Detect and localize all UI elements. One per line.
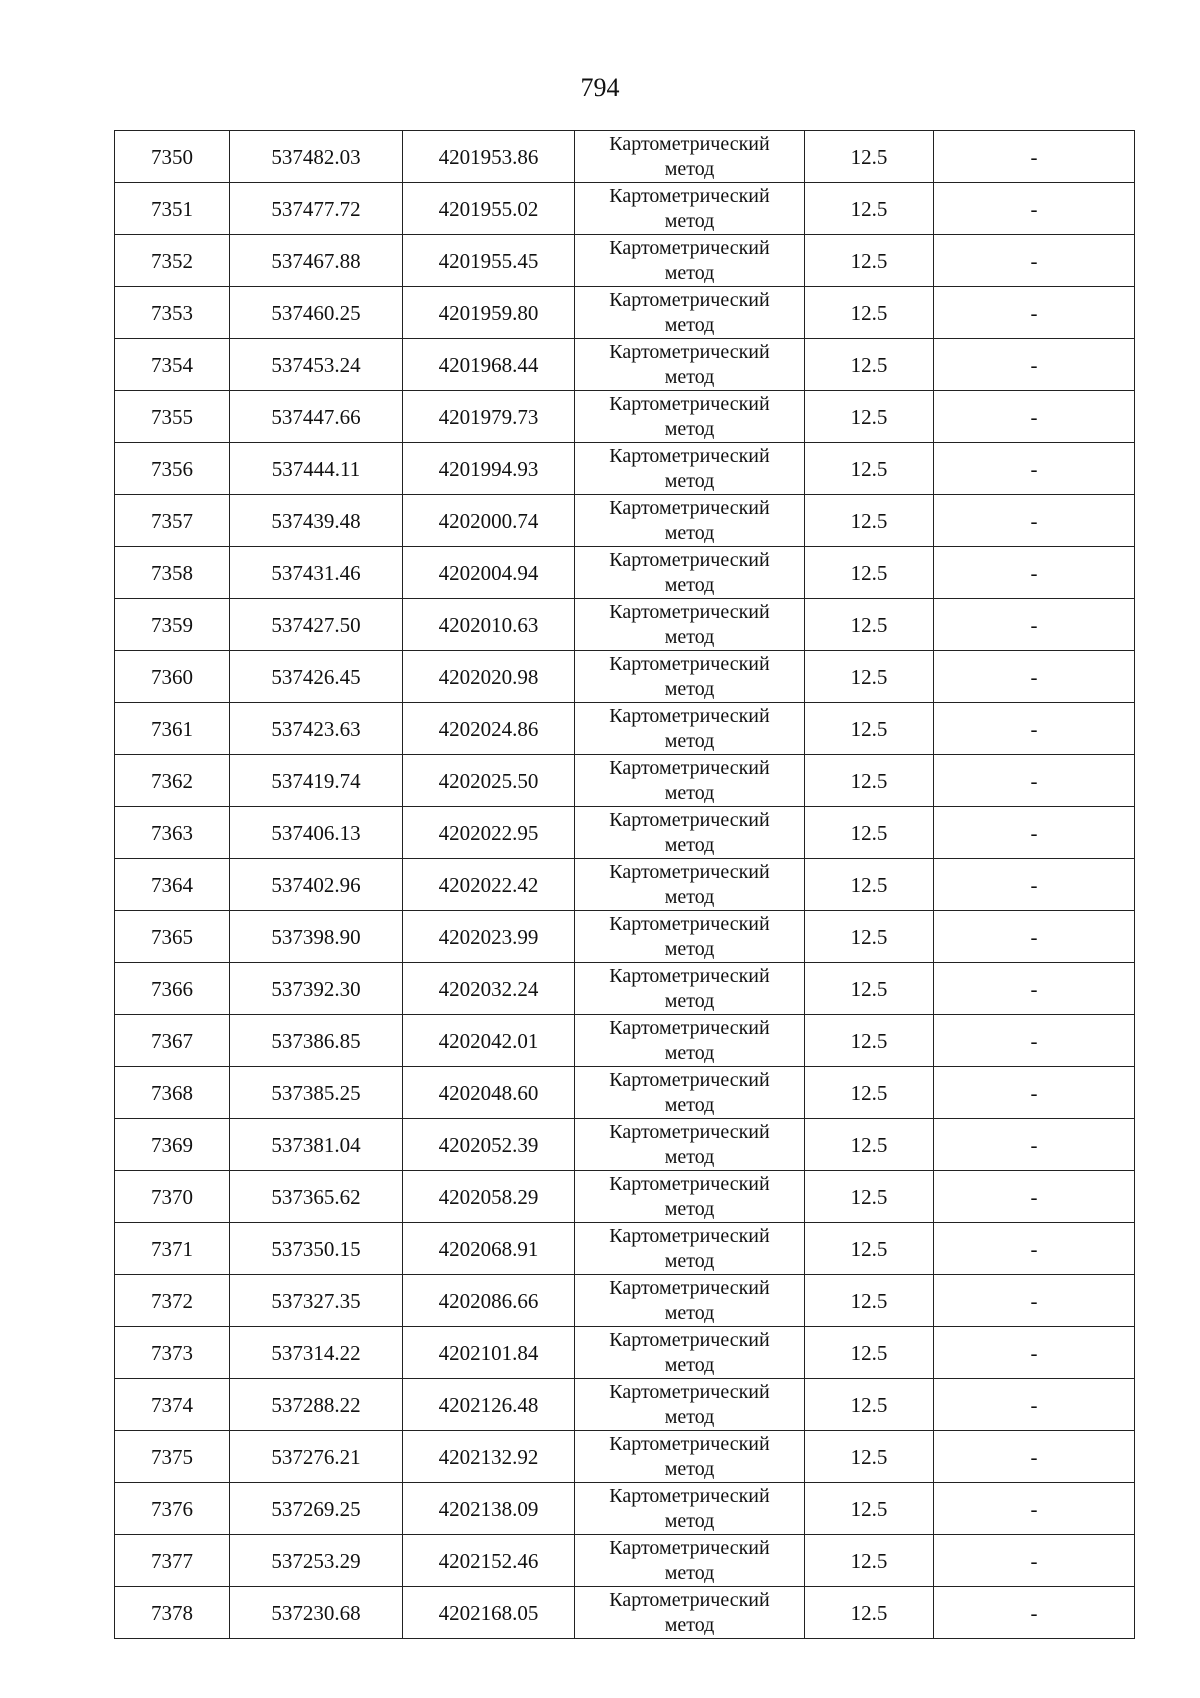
point-number-cell: 7372 <box>115 1275 230 1327</box>
note-cell: - <box>934 183 1135 235</box>
y-coordinate-cell: 4202025.50 <box>403 755 575 807</box>
table-row <box>115 1431 1135 1483</box>
y-coordinate-cell: 4202010.63 <box>403 599 575 651</box>
method-line-2: метод <box>664 626 715 648</box>
x-coordinate-cell: 537482.03 <box>230 131 403 183</box>
method-line-2: метод <box>664 1250 715 1272</box>
accuracy-cell: 12.5 <box>805 1275 934 1327</box>
point-number-cell: 7360 <box>115 651 230 703</box>
note-cell: - <box>934 495 1135 547</box>
method-cell <box>575 651 805 703</box>
point-number-cell: 7374 <box>115 1379 230 1431</box>
y-coordinate-cell: 4202022.42 <box>403 859 575 911</box>
y-coordinate-cell: 4202152.46 <box>403 1535 575 1587</box>
note-cell: - <box>934 1171 1135 1223</box>
method-line-1: Картометрический <box>609 705 770 727</box>
y-coordinate-cell: 4201968.44 <box>403 339 575 391</box>
method-line-2: метод <box>664 418 715 440</box>
y-coordinate-cell: 4202004.94 <box>403 547 575 599</box>
note-cell: - <box>934 1275 1135 1327</box>
x-coordinate-cell: 537269.25 <box>230 1483 403 1535</box>
x-coordinate-cell: 537427.50 <box>230 599 403 651</box>
table-row <box>115 131 1135 183</box>
method-line-2: метод <box>664 990 715 1012</box>
table-row <box>115 443 1135 495</box>
accuracy-cell: 12.5 <box>805 807 934 859</box>
point-number-cell: 7355 <box>115 391 230 443</box>
y-coordinate-cell: 4202024.86 <box>403 703 575 755</box>
method-line-1: Картометрический <box>609 341 770 363</box>
accuracy-cell: 12.5 <box>805 1223 934 1275</box>
x-coordinate-cell: 537386.85 <box>230 1015 403 1067</box>
method-line-1: Картометрический <box>609 289 770 311</box>
x-coordinate-cell: 537365.62 <box>230 1171 403 1223</box>
x-coordinate-cell: 537288.22 <box>230 1379 403 1431</box>
method-line-2: метод <box>664 470 715 492</box>
x-coordinate-cell: 537423.63 <box>230 703 403 755</box>
accuracy-cell: 12.5 <box>805 1171 934 1223</box>
table-row <box>115 1483 1135 1535</box>
y-coordinate-cell: 4202058.29 <box>403 1171 575 1223</box>
table-row <box>115 339 1135 391</box>
method-line-2: метод <box>664 1094 715 1116</box>
x-coordinate-cell: 537276.21 <box>230 1431 403 1483</box>
method-line-2: метод <box>664 834 715 856</box>
x-coordinate-cell: 537392.30 <box>230 963 403 1015</box>
y-coordinate-cell: 4201953.86 <box>403 131 575 183</box>
method-cell <box>575 235 805 287</box>
x-coordinate-cell: 537385.25 <box>230 1067 403 1119</box>
method-line-2: метод <box>664 262 715 284</box>
y-coordinate-cell: 4202126.48 <box>403 1379 575 1431</box>
x-coordinate-cell: 537439.48 <box>230 495 403 547</box>
method-line-1: Картометрический <box>609 185 770 207</box>
method-cell <box>575 287 805 339</box>
note-cell: - <box>934 807 1135 859</box>
method-line-2: метод <box>664 730 715 752</box>
y-coordinate-cell: 4202132.92 <box>403 1431 575 1483</box>
method-line-2: метод <box>664 1562 715 1584</box>
x-coordinate-cell: 537314.22 <box>230 1327 403 1379</box>
y-coordinate-cell: 4202138.09 <box>403 1483 575 1535</box>
accuracy-cell: 12.5 <box>805 755 934 807</box>
note-cell: - <box>934 911 1135 963</box>
y-coordinate-cell: 4201955.45 <box>403 235 575 287</box>
x-coordinate-cell: 537253.29 <box>230 1535 403 1587</box>
note-cell: - <box>934 1483 1135 1535</box>
accuracy-cell: 12.5 <box>805 1483 934 1535</box>
y-coordinate-cell: 4201959.80 <box>403 287 575 339</box>
method-line-1: Картометрический <box>609 1381 770 1403</box>
method-cell <box>575 1483 805 1535</box>
point-number-cell: 7367 <box>115 1015 230 1067</box>
note-cell: - <box>934 1015 1135 1067</box>
accuracy-cell: 12.5 <box>805 1379 934 1431</box>
method-line-1: Картометрический <box>609 237 770 259</box>
x-coordinate-cell: 537467.88 <box>230 235 403 287</box>
method-line-1: Картометрический <box>609 1225 770 1247</box>
accuracy-cell: 12.5 <box>805 1431 934 1483</box>
method-line-1: Картометрический <box>609 1069 770 1091</box>
method-line-1: Картометрический <box>609 913 770 935</box>
accuracy-cell: 12.5 <box>805 963 934 1015</box>
x-coordinate-cell: 537453.24 <box>230 339 403 391</box>
y-coordinate-cell: 4202020.98 <box>403 651 575 703</box>
table-row <box>115 859 1135 911</box>
accuracy-cell: 12.5 <box>805 1119 934 1171</box>
accuracy-cell: 12.5 <box>805 703 934 755</box>
table-row <box>115 1119 1135 1171</box>
method-line-1: Картометрический <box>609 601 770 623</box>
method-cell <box>575 1067 805 1119</box>
coordinates-table <box>114 130 1135 1639</box>
table-row <box>115 1275 1135 1327</box>
method-line-2: метод <box>664 1458 715 1480</box>
method-line-2: метод <box>664 782 715 804</box>
table-row <box>115 391 1135 443</box>
table-row <box>115 1067 1135 1119</box>
accuracy-cell: 12.5 <box>805 235 934 287</box>
point-number-cell: 7378 <box>115 1587 230 1639</box>
y-coordinate-cell: 4202048.60 <box>403 1067 575 1119</box>
method-cell <box>575 599 805 651</box>
method-cell <box>575 1223 805 1275</box>
point-number-cell: 7364 <box>115 859 230 911</box>
table-row <box>115 495 1135 547</box>
method-line-1: Картометрический <box>609 1485 770 1507</box>
method-cell <box>575 443 805 495</box>
table-body <box>115 131 1135 1639</box>
method-cell <box>575 1587 805 1639</box>
table-row <box>115 1171 1135 1223</box>
x-coordinate-cell: 537431.46 <box>230 547 403 599</box>
point-number-cell: 7375 <box>115 1431 230 1483</box>
y-coordinate-cell: 4201979.73 <box>403 391 575 443</box>
x-coordinate-cell: 537398.90 <box>230 911 403 963</box>
x-coordinate-cell: 537419.74 <box>230 755 403 807</box>
point-number-cell: 7365 <box>115 911 230 963</box>
note-cell: - <box>934 651 1135 703</box>
table-row <box>115 651 1135 703</box>
note-cell: - <box>934 287 1135 339</box>
x-coordinate-cell: 537447.66 <box>230 391 403 443</box>
note-cell: - <box>934 963 1135 1015</box>
method-line-2: метод <box>664 1198 715 1220</box>
point-number-cell: 7366 <box>115 963 230 1015</box>
method-cell <box>575 183 805 235</box>
note-cell: - <box>934 547 1135 599</box>
table-row <box>115 755 1135 807</box>
accuracy-cell: 12.5 <box>805 547 934 599</box>
y-coordinate-cell: 4202168.05 <box>403 1587 575 1639</box>
method-line-1: Картометрический <box>609 861 770 883</box>
method-cell <box>575 495 805 547</box>
note-cell: - <box>934 235 1135 287</box>
method-line-1: Картометрический <box>609 1017 770 1039</box>
accuracy-cell: 12.5 <box>805 183 934 235</box>
point-number-cell: 7373 <box>115 1327 230 1379</box>
method-cell <box>575 807 805 859</box>
method-line-2: метод <box>664 678 715 700</box>
point-number-cell: 7351 <box>115 183 230 235</box>
note-cell: - <box>934 391 1135 443</box>
y-coordinate-cell: 4201994.93 <box>403 443 575 495</box>
method-cell <box>575 1379 805 1431</box>
x-coordinate-cell: 537426.45 <box>230 651 403 703</box>
x-coordinate-cell: 537477.72 <box>230 183 403 235</box>
accuracy-cell: 12.5 <box>805 911 934 963</box>
note-cell: - <box>934 1379 1135 1431</box>
method-line-1: Картометрический <box>609 1277 770 1299</box>
accuracy-cell: 12.5 <box>805 1015 934 1067</box>
accuracy-cell: 12.5 <box>805 1067 934 1119</box>
table-row <box>115 1379 1135 1431</box>
y-coordinate-cell: 4202086.66 <box>403 1275 575 1327</box>
method-line-1: Картометрический <box>609 1537 770 1559</box>
method-cell <box>575 703 805 755</box>
x-coordinate-cell: 537406.13 <box>230 807 403 859</box>
accuracy-cell: 12.5 <box>805 443 934 495</box>
note-cell: - <box>934 131 1135 183</box>
method-line-1: Картометрический <box>609 965 770 987</box>
method-line-2: метод <box>664 1302 715 1324</box>
y-coordinate-cell: 4202022.95 <box>403 807 575 859</box>
note-cell: - <box>934 599 1135 651</box>
method-line-1: Картометрический <box>609 809 770 831</box>
method-line-2: метод <box>664 574 715 596</box>
table-row <box>115 547 1135 599</box>
accuracy-cell: 12.5 <box>805 131 934 183</box>
accuracy-cell: 12.5 <box>805 495 934 547</box>
point-number-cell: 7359 <box>115 599 230 651</box>
method-line-2: метод <box>664 366 715 388</box>
table-row <box>115 235 1135 287</box>
method-line-2: метод <box>664 1042 715 1064</box>
point-number-cell: 7361 <box>115 703 230 755</box>
accuracy-cell: 12.5 <box>805 599 934 651</box>
method-cell <box>575 859 805 911</box>
point-number-cell: 7356 <box>115 443 230 495</box>
method-line-1: Картометрический <box>609 1121 770 1143</box>
point-number-cell: 7370 <box>115 1171 230 1223</box>
method-line-1: Картометрический <box>609 549 770 571</box>
method-line-2: метод <box>664 886 715 908</box>
method-line-1: Картометрический <box>609 393 770 415</box>
table-row <box>115 1223 1135 1275</box>
note-cell: - <box>934 1327 1135 1379</box>
accuracy-cell: 12.5 <box>805 1587 934 1639</box>
x-coordinate-cell: 537381.04 <box>230 1119 403 1171</box>
method-line-2: метод <box>664 522 715 544</box>
x-coordinate-cell: 537230.68 <box>230 1587 403 1639</box>
y-coordinate-cell: 4202023.99 <box>403 911 575 963</box>
method-cell <box>575 911 805 963</box>
note-cell: - <box>934 1067 1135 1119</box>
x-coordinate-cell: 537350.15 <box>230 1223 403 1275</box>
x-coordinate-cell: 537444.11 <box>230 443 403 495</box>
method-line-1: Картометрический <box>609 133 770 155</box>
method-line-1: Картометрический <box>609 757 770 779</box>
point-number-cell: 7353 <box>115 287 230 339</box>
note-cell: - <box>934 339 1135 391</box>
point-number-cell: 7357 <box>115 495 230 547</box>
point-number-cell: 7352 <box>115 235 230 287</box>
point-number-cell: 7377 <box>115 1535 230 1587</box>
point-number-cell: 7350 <box>115 131 230 183</box>
method-line-2: метод <box>664 1510 715 1532</box>
method-line-1: Картометрический <box>609 445 770 467</box>
method-cell <box>575 547 805 599</box>
y-coordinate-cell: 4202101.84 <box>403 1327 575 1379</box>
method-cell <box>575 1535 805 1587</box>
method-line-1: Картометрический <box>609 1173 770 1195</box>
accuracy-cell: 12.5 <box>805 391 934 443</box>
method-cell <box>575 131 805 183</box>
y-coordinate-cell: 4201955.02 <box>403 183 575 235</box>
accuracy-cell: 12.5 <box>805 287 934 339</box>
method-line-1: Картометрический <box>609 1433 770 1455</box>
method-line-2: метод <box>664 314 715 336</box>
method-line-1: Картометрический <box>609 1329 770 1351</box>
point-number-cell: 7354 <box>115 339 230 391</box>
method-cell <box>575 1431 805 1483</box>
table-row <box>115 287 1135 339</box>
table-row <box>115 1535 1135 1587</box>
y-coordinate-cell: 4202052.39 <box>403 1119 575 1171</box>
method-line-2: метод <box>664 158 715 180</box>
method-cell <box>575 339 805 391</box>
y-coordinate-cell: 4202032.24 <box>403 963 575 1015</box>
point-number-cell: 7369 <box>115 1119 230 1171</box>
y-coordinate-cell: 4202042.01 <box>403 1015 575 1067</box>
table-row <box>115 599 1135 651</box>
note-cell: - <box>934 703 1135 755</box>
y-coordinate-cell: 4202000.74 <box>403 495 575 547</box>
accuracy-cell: 12.5 <box>805 1535 934 1587</box>
x-coordinate-cell: 537402.96 <box>230 859 403 911</box>
method-line-2: метод <box>664 1354 715 1376</box>
method-cell <box>575 1171 805 1223</box>
method-line-1: Картометрический <box>609 497 770 519</box>
method-cell <box>575 963 805 1015</box>
point-number-cell: 7363 <box>115 807 230 859</box>
table-row <box>115 1015 1135 1067</box>
page-number: 794 <box>580 73 620 102</box>
method-cell <box>575 755 805 807</box>
table-row <box>115 911 1135 963</box>
x-coordinate-cell: 537460.25 <box>230 287 403 339</box>
note-cell: - <box>934 1431 1135 1483</box>
method-line-2: метод <box>664 1406 715 1428</box>
point-number-cell: 7376 <box>115 1483 230 1535</box>
method-cell <box>575 1275 805 1327</box>
note-cell: - <box>934 443 1135 495</box>
method-cell <box>575 391 805 443</box>
note-cell: - <box>934 755 1135 807</box>
note-cell: - <box>934 1535 1135 1587</box>
table-row <box>115 1587 1135 1639</box>
table-row <box>115 807 1135 859</box>
note-cell: - <box>934 1223 1135 1275</box>
point-number-cell: 7368 <box>115 1067 230 1119</box>
method-line-2: метод <box>664 210 715 232</box>
point-number-cell: 7362 <box>115 755 230 807</box>
table-row <box>115 703 1135 755</box>
point-number-cell: 7358 <box>115 547 230 599</box>
point-number-cell: 7371 <box>115 1223 230 1275</box>
method-line-2: метод <box>664 1614 715 1636</box>
method-line-2: метод <box>664 1146 715 1168</box>
y-coordinate-cell: 4202068.91 <box>403 1223 575 1275</box>
method-cell <box>575 1119 805 1171</box>
accuracy-cell: 12.5 <box>805 1327 934 1379</box>
x-coordinate-cell: 537327.35 <box>230 1275 403 1327</box>
method-cell <box>575 1327 805 1379</box>
table-row <box>115 1327 1135 1379</box>
note-cell: - <box>934 1119 1135 1171</box>
method-cell <box>575 1015 805 1067</box>
accuracy-cell: 12.5 <box>805 651 934 703</box>
table-row <box>115 963 1135 1015</box>
table-row <box>115 183 1135 235</box>
accuracy-cell: 12.5 <box>805 339 934 391</box>
accuracy-cell: 12.5 <box>805 859 934 911</box>
method-line-2: метод <box>664 938 715 960</box>
note-cell: - <box>934 859 1135 911</box>
method-line-1: Картометрический <box>609 1589 770 1611</box>
note-cell: - <box>934 1587 1135 1639</box>
method-line-1: Картометрический <box>609 653 770 675</box>
